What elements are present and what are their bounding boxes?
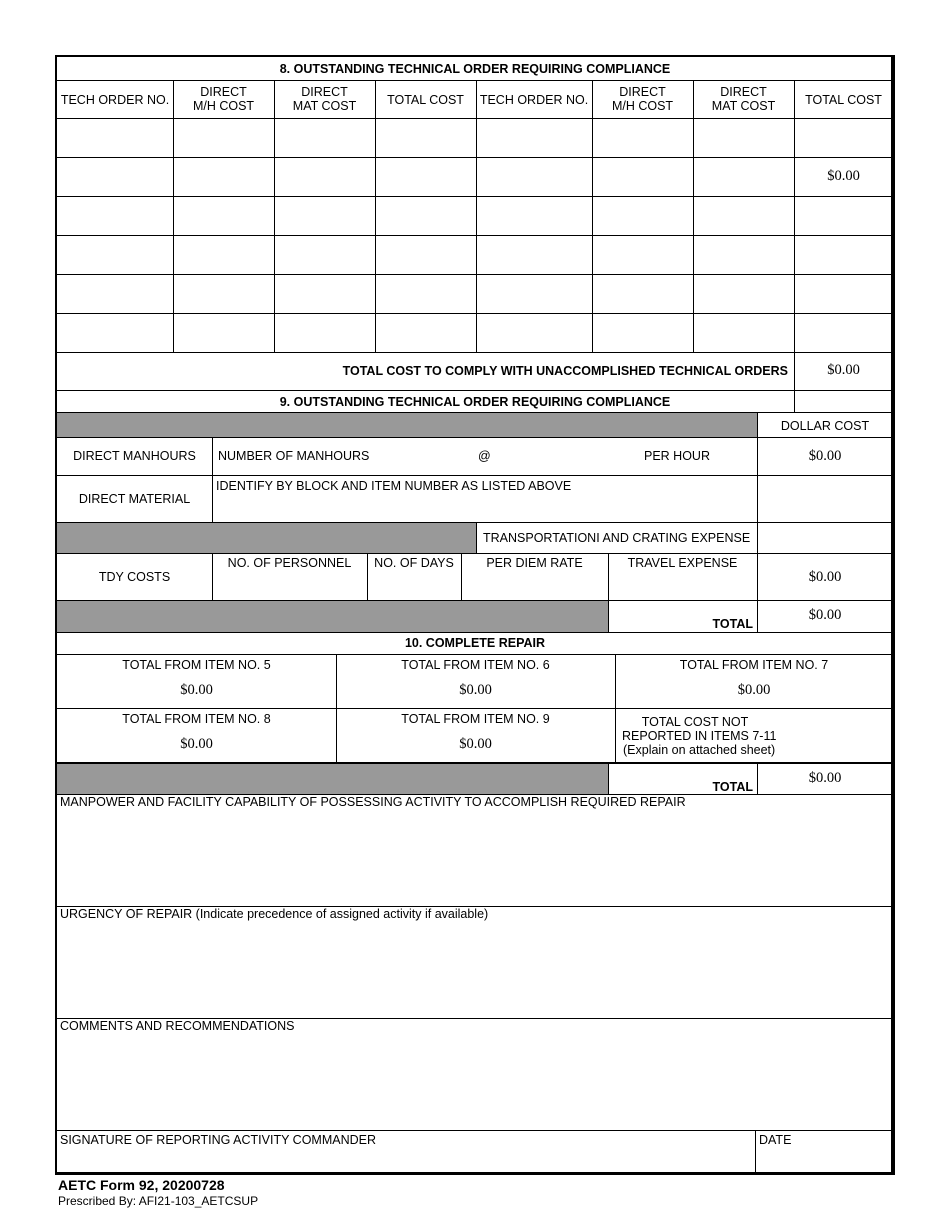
item8-label: TOTAL FROM ITEM NO. 8 (122, 712, 271, 726)
signature-field[interactable] (60, 1149, 750, 1169)
form-name: AETC Form 92, 20200728 (58, 1177, 225, 1193)
direct-material-label: DIRECT MATERIAL (78, 492, 191, 506)
divider (592, 80, 593, 352)
shaded-bar (57, 413, 757, 437)
divider (57, 313, 891, 314)
number-of-manhours-label: NUMBER OF MANHOURS (218, 449, 370, 463)
date-field[interactable] (759, 1149, 889, 1169)
section10-total-label: TOTAL (712, 780, 753, 794)
item7-label: TOTAL FROM ITEM NO. 7 (679, 658, 829, 672)
section10-total-value: $0.00 (808, 770, 842, 786)
header-direct-mat-cost-1: DIRECT MAT COST (292, 85, 357, 113)
divider (57, 437, 891, 438)
per-hour-label: PER HOUR (644, 449, 710, 463)
divider (57, 118, 891, 119)
total-comply-value: $0.00 (827, 362, 860, 378)
item9-value: $0.00 (459, 736, 492, 752)
header-tech-order-no-1: TECH ORDER NO. (60, 93, 170, 107)
item6-value: $0.00 (459, 682, 492, 698)
header-direct-mat-cost-2: DIRECT MAT COST (711, 85, 776, 113)
section9-total-value: $0.00 (808, 607, 842, 623)
divider (212, 437, 213, 523)
direct-manhours-label: DIRECT MANHOURS (73, 449, 196, 463)
urgency-label: URGENCY OF REPAIR (Indicate precedence of assigned activity if available) (60, 907, 489, 921)
section8-title: 8. OUTSTANDING TECHNICAL ORDER REQUIRING COMPLIANCE (279, 62, 671, 76)
prescribed-by: Prescribed By: AFI21-103_AETCSUP (58, 1194, 259, 1208)
header-direct-mh-cost-1: DIRECT M/H COST (192, 85, 255, 113)
signature-label: SIGNATURE OF REPORTING ACTIVITY COMMANDER (60, 1133, 377, 1147)
divider (57, 196, 891, 197)
comments-label: COMMENTS AND RECOMMENDATIONS (60, 1019, 295, 1033)
days-label: NO. OF DAYS (374, 556, 454, 570)
manpower-label: MANPOWER AND FACILITY CAPABILITY OF POSSESSING ACTIVITY TO ACCOMPLISH REQUIRED REPAIR (60, 795, 686, 809)
header-total-cost-2: TOTAL COST (805, 93, 882, 107)
item6-label: TOTAL FROM ITEM NO. 6 (401, 658, 550, 672)
divider (57, 632, 891, 633)
divider (57, 274, 891, 275)
dollar-cost-label: DOLLAR COST (780, 419, 870, 433)
travel-expense-label: TRAVEL EXPENSE (627, 556, 738, 570)
divider (755, 1130, 756, 1174)
divider (57, 475, 891, 476)
section9-total-label: TOTAL (712, 617, 753, 631)
item7-value: $0.00 (737, 682, 771, 698)
shaded-bar (57, 764, 608, 794)
divider (57, 157, 891, 158)
not-reported-line2: REPORTED IN ITEMS 7-11 (622, 729, 777, 743)
section10-title: 10. COMPLETE REPAIR (404, 636, 546, 650)
section9-title: 9. OUTSTANDING TECHNICAL ORDER REQUIRING COMPLIANCE (279, 395, 671, 409)
divider (476, 522, 477, 553)
header-direct-mh-cost-2: DIRECT M/H COST (611, 85, 674, 113)
shaded-bar (57, 523, 476, 553)
divider (173, 80, 174, 352)
per-diem-label: PER DIEM RATE (486, 556, 583, 570)
direct-manhours-value: $0.00 (808, 448, 842, 464)
at-label: @ (478, 449, 491, 463)
not-reported-line1: TOTAL COST NOT (641, 715, 749, 729)
urgency-field[interactable] (60, 923, 888, 1015)
divider (693, 80, 694, 352)
divider (57, 390, 891, 391)
divider (57, 654, 891, 655)
header-tech-order-no-2: TECH ORDER NO. (479, 93, 589, 107)
transportation-label: TRANSPORTATIONI AND CRATING EXPENSE (483, 531, 751, 545)
comments-field[interactable] (60, 1035, 888, 1127)
item5-label: TOTAL FROM ITEM NO. 5 (122, 658, 271, 672)
total-comply-label: TOTAL COST TO COMPLY WITH UNACCOMPLISHED TECHNICAL ORDERS (342, 364, 788, 378)
divider (57, 1130, 891, 1131)
header-total-cost-1: TOTAL COST (387, 93, 464, 107)
item9-label: TOTAL FROM ITEM NO. 9 (401, 712, 550, 726)
tdy-value: $0.00 (808, 569, 842, 585)
divider (57, 708, 891, 709)
manpower-field[interactable] (60, 811, 888, 903)
identify-label: IDENTIFY BY BLOCK AND ITEM NUMBER AS LISTED ABOVE (216, 479, 572, 493)
divider (57, 352, 891, 353)
aetc-form-92-page (55, 55, 895, 1175)
item5-value: $0.00 (180, 682, 213, 698)
personnel-label: NO. OF PERSONNEL (227, 556, 352, 570)
item8-value: $0.00 (180, 736, 213, 752)
tdy-costs-label: TDY COSTS (98, 570, 171, 584)
divider (57, 80, 891, 81)
not-reported-line3: (Explain on attached sheet) (623, 743, 776, 757)
divider (274, 80, 275, 352)
date-label: DATE (759, 1133, 792, 1147)
divider (57, 553, 891, 554)
shaded-bar (57, 601, 608, 632)
row-total-2: $0.00 (827, 168, 860, 184)
divider (57, 235, 891, 236)
divider (476, 80, 477, 352)
divider (375, 80, 376, 352)
